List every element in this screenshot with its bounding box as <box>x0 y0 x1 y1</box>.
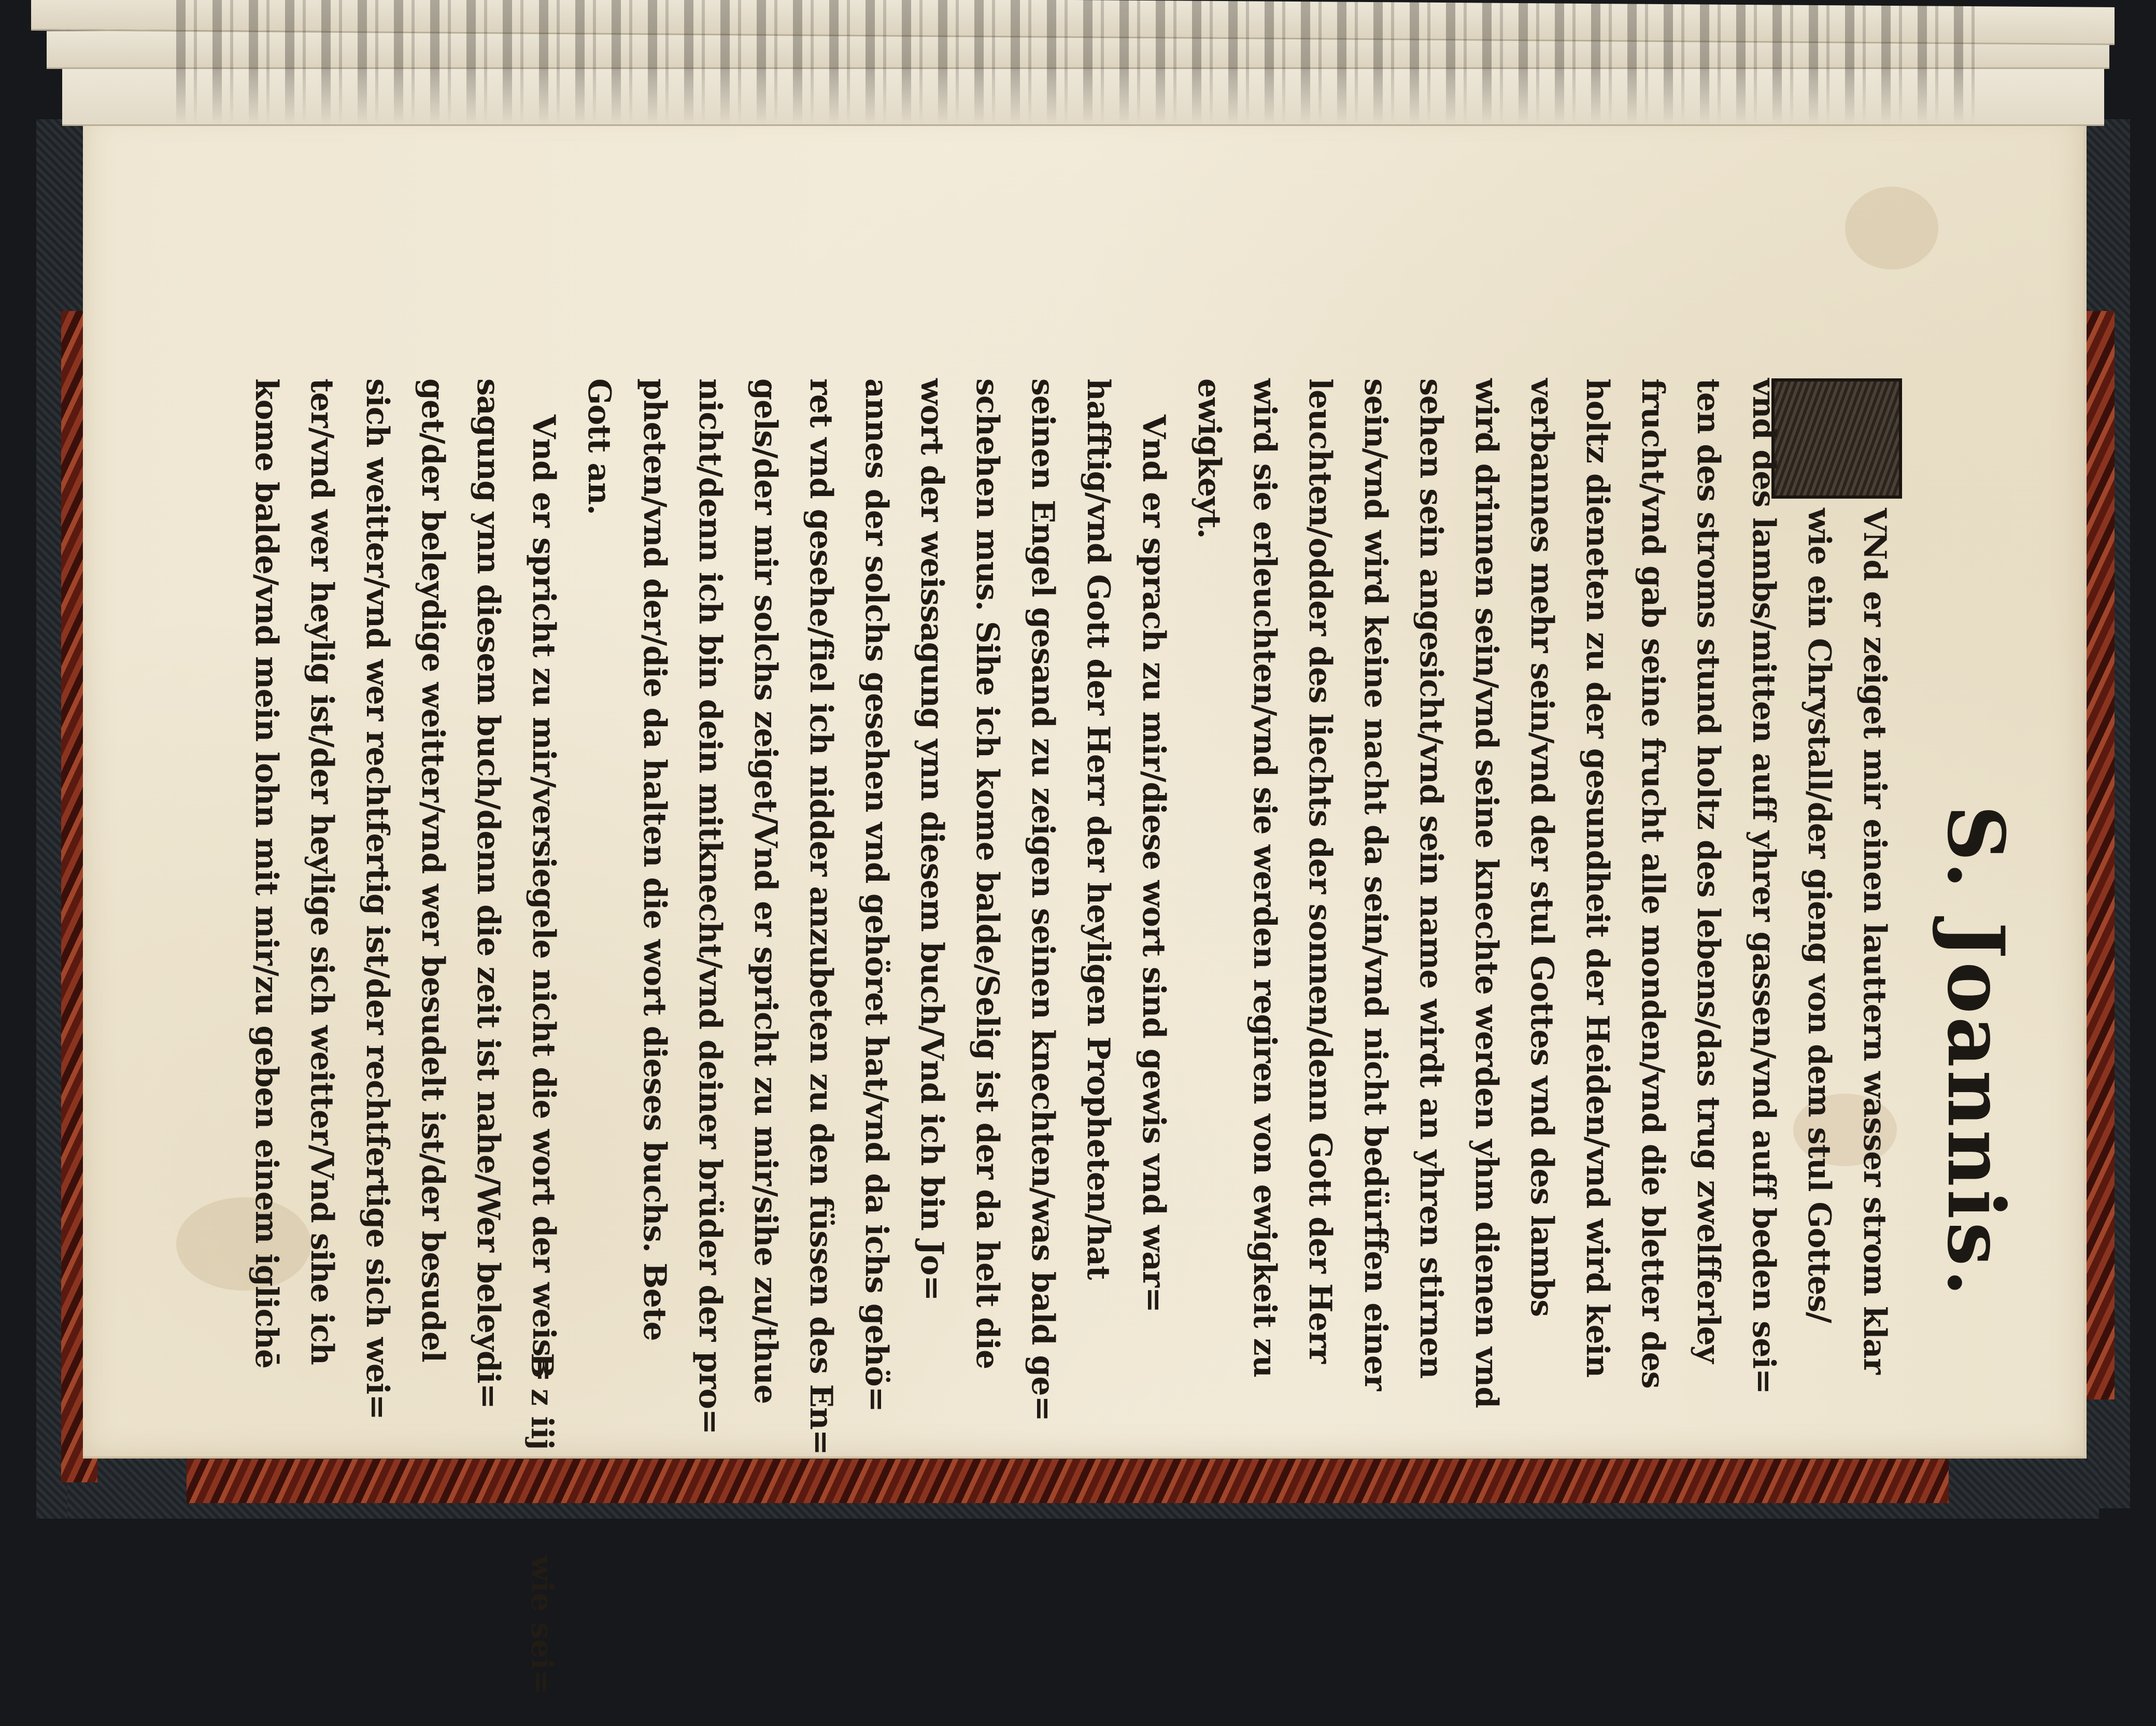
text-line: wird drinnen sein/vnd seine knechte werden yhm dienen vnd <box>1468 378 1505 1408</box>
text-line: sein/vnd wird keine nacht da sein/vnd nicht bedürffen einer <box>1357 378 1394 1391</box>
text-line: nicht/denn ich bin dein mitknecht/vnd deiner brüder der pro= <box>692 378 728 1434</box>
text-line: verbannes mehr sein/vnd der stul Gottes vnd des lambs <box>1524 378 1560 1317</box>
text-line: VNd er zeiget mir einen lauttern wasser strom klar <box>1856 508 1893 1374</box>
text-line: ewigkeyt. <box>1191 378 1227 539</box>
text-block <box>248 378 2021 1726</box>
text-line: vnd des lambs/mitten auff yhrer gassen/vnd auff beden sei= <box>1746 378 1782 1394</box>
text-line: Gott an. <box>581 378 617 515</box>
text-line: sich weitter/vnd wer rechtfertig ist/der rechtfertige sich wei= <box>359 378 395 1420</box>
book-page <box>83 109 2087 1695</box>
running-heading: S. Joannis. <box>1930 805 2021 1299</box>
text-line: kome balde/vnd mein lohn mit mir/zu geben einem iglichē <box>248 378 285 1368</box>
text-line: get/der beleydige weitter/vnd wer besudelt ist/der besudel <box>415 378 451 1362</box>
text-line: sagung ynn diesem buch/denn die zeit ist nahe/Wer beleydi= <box>470 378 506 1409</box>
body-text <box>238 378 1902 1726</box>
text-line: ter/vnd wer heylig ist/der heylige sich weitter/Vnd sihe ich <box>304 378 340 1365</box>
text-line: annes der solchs gesehen vnd gehöret hat/vnd da ichs gehö= <box>858 378 895 1412</box>
text-line: pheten/vnd der/die da halten die wort dieses buchs. Bete <box>636 378 673 1341</box>
signature-mark: B z iij <box>524 1353 560 1450</box>
catchword: wie sei= <box>524 1555 560 1695</box>
text-line: ret vnd gesehe/fiel ich nidder anzubeten zu den füssen des En= <box>803 378 839 1455</box>
text-line: gels/der mir solchs zeiget/Vnd er spricht zu mir/sihe zu/thue <box>747 378 784 1404</box>
text-line: leuchten/odder des liechts der sonnen/denn Gott der Herr <box>1302 378 1338 1363</box>
text-line: ten des stroms stund holtz des lebens/das trug zwelfferley <box>1690 378 1726 1363</box>
text-line: Vnd er sprach zu mir/diese wort sind gewis vnd war= <box>1136 415 1172 1313</box>
text-line: seinen Engel gesand zu zeigen seinen knechten/was bald ge= <box>1025 378 1061 1421</box>
text-line: schehen mus. Sihe ich kome balde/Selig ist der da helt die <box>969 378 1005 1369</box>
text-line: hafftig/vnd Gott der Herr der heyligen Propheten/hat <box>1080 378 1116 1280</box>
text-line: wort der weissagung ynn diesem buch/Vnd ich bin Jo= <box>914 378 950 1301</box>
text-line: wie ein Chrystall/der gieng von dem stul Gottes/ <box>1801 508 1837 1323</box>
text-line: holtz dieneten zu der gesundheit der Heiden/vnd wird kein <box>1579 378 1615 1378</box>
paper-stain <box>1845 187 1938 270</box>
text-line: frucht/vnd gab seine frucht alle monden/vnd die bletter des <box>1635 378 1671 1389</box>
text-line: sehen sein angesicht/vnd sein name wirdt an yhren stirnen <box>1413 378 1449 1379</box>
text-line: Vnd er spricht zu mir/versiegele nicht die wort der weis= <box>526 415 562 1382</box>
text-line: wird sie erleuchten/vnd sie werden regiren von ewigkeit zu <box>1246 378 1283 1378</box>
leaf-edge-print <box>176 0 1980 124</box>
